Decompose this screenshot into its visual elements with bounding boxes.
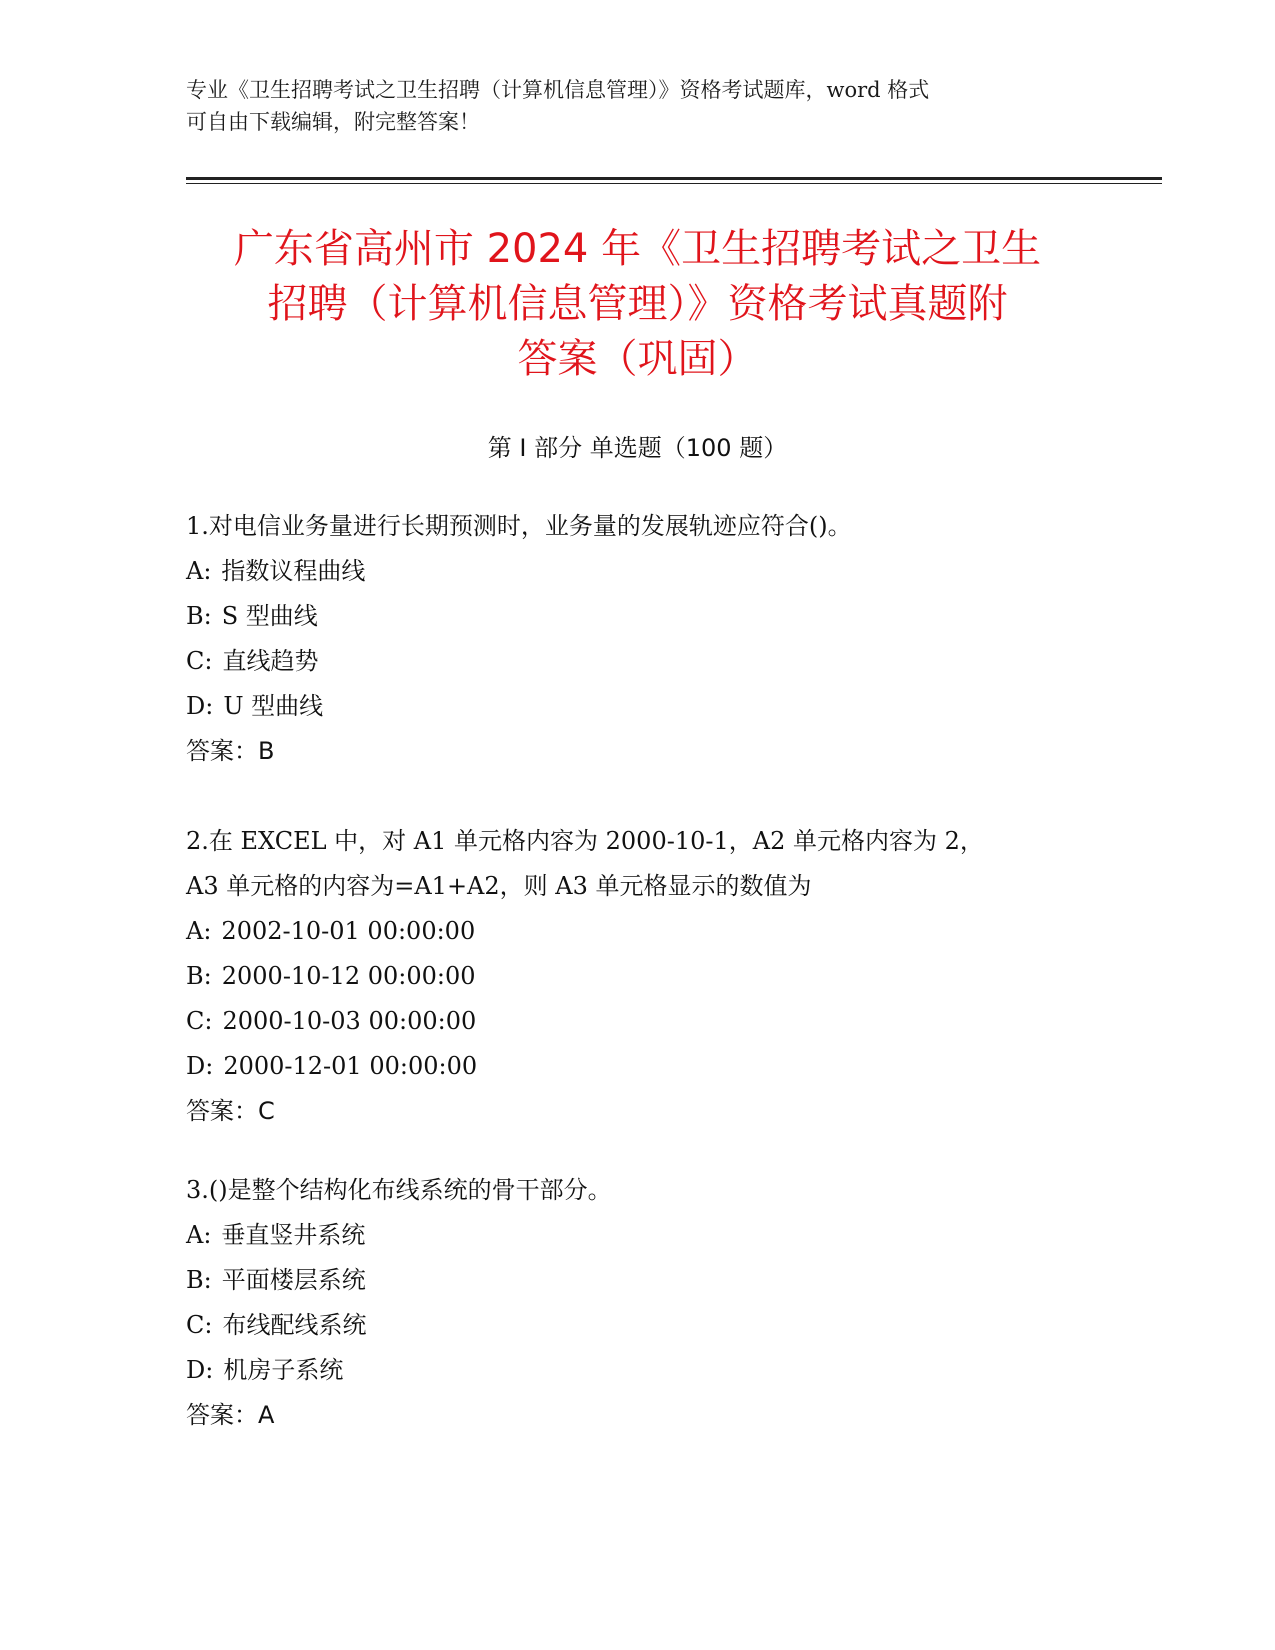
intro-line: 专业《卫生招聘考试之卫生招聘（计算机信息管理）》资格考试题库，word 格式 xyxy=(186,78,930,102)
option-text: 2000-10-12 00:00:00 xyxy=(221,962,476,990)
option-text: 指数议程曲线 xyxy=(221,557,366,585)
option-letter: A: xyxy=(186,557,212,585)
option-text: 2000-10-03 00:00:00 xyxy=(222,1007,477,1035)
option-letter: D: xyxy=(186,1052,214,1080)
option-a xyxy=(186,549,1086,594)
option-d xyxy=(186,1044,1086,1089)
option-text: 2002-10-01 00:00:00 xyxy=(221,917,476,945)
option-text: 机房子系统 xyxy=(223,1356,344,1384)
question-2 xyxy=(186,819,1086,1134)
question-3 xyxy=(186,1168,1086,1438)
question-stem: 3.()是整个结构化布线系统的骨干部分。 xyxy=(186,1176,612,1204)
option-letter: A: xyxy=(186,917,212,945)
option-text: S 型曲线 xyxy=(221,602,318,630)
question-stem: 1.对电信业务量进行长期预测时，业务量的发展轨迹应符合()。 xyxy=(186,512,852,540)
option-text: U 型曲线 xyxy=(223,692,324,720)
document-title xyxy=(150,222,1125,387)
option-letter: D: xyxy=(186,692,214,720)
question-stem: 2.在 EXCEL 中，对 A1 单元格内容为 2000-10-1，A2 单元格内容为 2， xyxy=(186,827,984,855)
title-line: 招聘（计算机信息管理）》资格考试真题附 xyxy=(267,281,1008,327)
option-b xyxy=(186,594,1086,639)
option-b xyxy=(186,1258,1086,1303)
section-heading: 第 I 部分 单选题（100 题） xyxy=(487,434,788,462)
option-d xyxy=(186,684,1086,729)
option-a xyxy=(186,909,1086,954)
option-letter: B: xyxy=(186,602,212,630)
option-letter: D: xyxy=(186,1356,214,1384)
title-line: 广东省高州市 2024 年《卫生招聘考试之卫生 xyxy=(233,226,1042,272)
option-letter: C: xyxy=(186,1007,213,1035)
title-line: 答案（巩固） xyxy=(517,336,758,382)
option-letter: C: xyxy=(186,647,213,675)
question-1 xyxy=(186,504,1086,774)
option-b xyxy=(186,954,1086,999)
option-a xyxy=(186,1213,1086,1258)
header-divider-thick xyxy=(186,177,1162,180)
option-c xyxy=(186,999,1086,1044)
option-letter: B: xyxy=(186,1266,212,1294)
option-text: 垂直竖井系统 xyxy=(221,1221,366,1249)
intro-text xyxy=(186,74,1086,138)
option-text: 2000-12-01 00:00:00 xyxy=(223,1052,478,1080)
answer-line: 答案：B xyxy=(186,737,275,765)
option-letter: A: xyxy=(186,1221,212,1249)
option-text: 直线趋势 xyxy=(222,647,319,675)
option-d xyxy=(186,1348,1086,1393)
answer-line: 答案：C xyxy=(186,1097,275,1125)
option-c xyxy=(186,1303,1086,1348)
header-divider-thin xyxy=(186,183,1162,184)
option-text: 布线配线系统 xyxy=(222,1311,367,1339)
option-letter: B: xyxy=(186,962,212,990)
question-stem: A3 单元格的内容为=A1+A2，则 A3 单元格显示的数值为 xyxy=(186,872,812,900)
option-c xyxy=(186,639,1086,684)
intro-line: 可自由下载编辑，附完整答案！ xyxy=(186,110,480,134)
option-text: 平面楼层系统 xyxy=(221,1266,366,1294)
answer-line: 答案：A xyxy=(186,1401,275,1429)
option-letter: C: xyxy=(186,1311,213,1339)
